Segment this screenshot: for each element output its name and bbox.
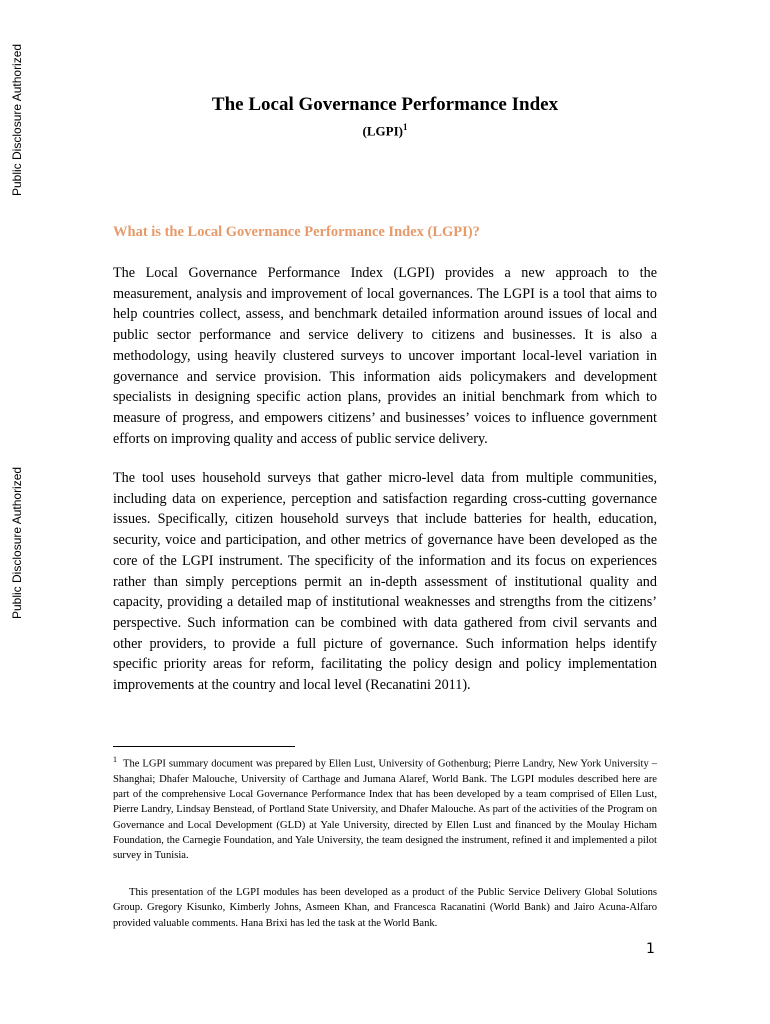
body-paragraph: The tool uses household surveys that gather micro-level data from multiple communities, including data on experience, perception and satisfaction regarding cross-cutting governance issues. Specifically, citizen household surveys that include batteries for health, education, security, voice and participation, and other metrics of governance have been developed as the core of the LGPI instrument. The specificity of the information and its focus on experiences rather than simply perceptions permit an in-depth assessment of institutional quality and capacity, providing a detailed map of institutional weaknesses and strengths from the citizens’ perspective. Such information can be combined with data gathered from civil servants and other providers, to provide a full picture of governance. Such information helps identify specific priority areas for reform, facilitating the policy design and policy implementation improvements at the country and local level (Recanatini 2011). xyxy=(113,470,657,694)
margin-disclosure-stamp: Public Disclosure Authorized xyxy=(10,43,24,196)
footnote-number: 1 xyxy=(113,755,117,764)
subtitle-text: (LGPI) xyxy=(362,123,403,139)
footnote-reference[interactable]: 1 xyxy=(402,122,408,132)
section-heading: What is the Local Governance Performance Index (LGPI)? xyxy=(113,224,480,240)
document-subtitle xyxy=(0,122,770,139)
footnote-continuation: This presentation of the LGPI modules has been developed as a product of the Public Service Delivery Global Solutions Group. Gregory Kisunko, Kimberly Johns, Asmeen Khan, and Francesca Racanatini (World Bank) and Jairo Acuna-Alfaro provided valuable comments. Hana Brixi has led the task at the World Bank. xyxy=(113,887,657,929)
footnote-separator xyxy=(113,746,295,747)
page-number: 1 xyxy=(646,941,655,957)
document-title: The Local Governance Performance Index xyxy=(211,94,559,115)
margin-disclosure-stamp: Public Disclosure Authorized xyxy=(10,466,24,619)
footnote xyxy=(113,752,657,864)
body-paragraph: The Local Governance Performance Index (LGPI) provides a new approach to the measurement, analysis and improvement of local governances. The LGPI is a tool that aims to help countries collect, assess, and benchmark detailed information around issues of local and public sector performance and service delivery to citizens and businesses. It is also a methodology, using heavily clustered surveys to uncover important local-level variation in governance and service provision. This information aids policymakers and development specialists in designing specific action plans, provides an initial benchmark from which to measure of progress, and empowers citizens’ and businesses’ voices to influence government efforts on improving quality and access of public service delivery. xyxy=(113,265,657,447)
footnote-text: The LGPI summary document was prepared by Ellen Lust, University of Gothenburg; Pierre Landry, New York University – Shanghai; Dhafer Malouche, University of Carthage and Jumana Alaref, World Bank. The LGPI modules described here are part of the comprehensive Local Governance Performance Index that has been developed by a team comprised of Ellen Lust, Pierre Landry, Lindsay Benstead, of Portland State University, and Dhafer Malouche. As part of the activities of the Program on Governance and Local Development (GLD) at Yale University, directed by Ellen Lust and financed by the Moulay Hicham Foundation, the Carnegie Foundation, and Yale University, the team designed the instrument, refined it and implemented a pilot survey in Tunisia. xyxy=(113,758,657,862)
